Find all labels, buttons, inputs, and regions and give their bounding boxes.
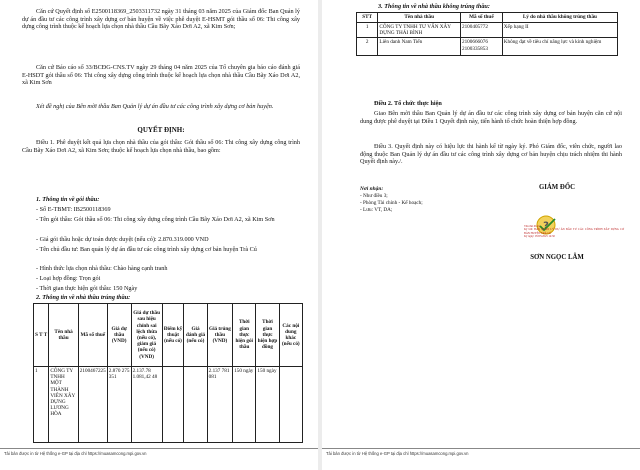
loser-cell-tax: 2100666076 2100335853 [460, 38, 502, 56]
loser-col-name: Tên nhà thầu [378, 13, 461, 23]
footer-text: Tải bản được in từ Hệ thống e-GP tại địa chỉ https://muasamcong.mpi.gov.vn [326, 451, 469, 456]
contract-type: - Loại hợp đồng: Trọn gói [36, 275, 101, 282]
svg-text:?: ? [543, 220, 549, 232]
section-3-title: 3. Thông tin về nhà thầu không trúng thầu: [378, 3, 490, 10]
loser-cell-name: Liên danh Nam Tiến [378, 38, 461, 56]
winner-col-adjusted-price: Giá dự thầu sau hiệu chỉnh sai lệch thừa (nếu có), giảm giá (nếu có) (VND) [131, 304, 162, 367]
loser-col-reason: Lý do nhà thầu không trúng thầu [502, 13, 617, 23]
winner-col-contract-time: Thời gian thực hiện hợp đồng [256, 304, 279, 367]
table-row [34, 367, 303, 443]
loser-cell-reason: Không đạt về tiêu chí năng lực và kinh nghiệm [502, 38, 617, 56]
package-name: - Tên gói thầu: Gói thầu số 06: Thi công xây dựng công trình Cầu Bãy Xáo Dơi A2, xã Kim Sơn [36, 216, 275, 223]
winner-col-eval-price: Giá đánh giá (nếu có) [184, 304, 207, 367]
winner-col-award-price: Giá trúng thầu (VND) [207, 304, 233, 367]
winner-col-other: Các nội dung khác (nếu có) [279, 304, 302, 367]
winner-col-bid-price: Giá dự thầu (VND) [107, 304, 131, 367]
table-row [357, 38, 618, 56]
winner-cell-other [279, 367, 302, 443]
loser-cell-stt: 1 [357, 23, 378, 38]
winner-cell-eval-price [184, 367, 207, 443]
signer-title: GIÁM ĐỐC [538, 184, 576, 191]
winner-cell-tech-score [162, 367, 184, 443]
signer-name: SƠN NGỌC LÂM [530, 254, 584, 261]
article-1: Điều 1. Phê duyệt kết quả lựa chọn nhà thầu của gói thầu: Gói thầu số 06: Thi công xây dựng công trình Cầu Bãy Xáo Dơi A2, xã Kim Sơn; thuộc kế hoạch lựa chọn nhà thầu, bao gồm: [22, 139, 300, 154]
recipients-title: Nơi nhận: [360, 186, 384, 192]
winner-cell-contract-time: 150 ngày [256, 367, 279, 443]
winner-col-name: Tên nhà thầu [49, 304, 78, 367]
section-1-title: 1. Thông tin về gói thầu: [36, 196, 100, 203]
basis-paragraph-1: Căn cứ Quyết định số E2500118369_2503311732 ngày 31 tháng 03 năm 2025 của Giám đốc Ban Quản lý dự án đầu tư các công trình xây dựng cơ bản huyện về việc phê duyệt E-HSMT gói thầu số 06: Thi công xây dựng công trình thuộc kế hoạch lựa chọn nhà thầu Cầu Bãy Xáo Dơi A2, xã Kim Sơn; [22, 8, 300, 31]
footer-divider [0, 448, 318, 449]
table-row [357, 23, 618, 38]
loser-cell-tax: 2100405772 [460, 23, 502, 38]
selection-form: - Hình thức lựa chọn nhà thầu: Chào hàng cạnh tranh [36, 265, 168, 272]
basis-paragraph-3: Xét đề nghị của Bên mời thầu Ban Quản lý dự án đầu tư các công trình xây dựng cơ bản huyện. [36, 103, 274, 110]
loser-col-stt: STT [357, 13, 378, 23]
package-duration: - Thời gian thực hiện gói thầu: 150 Ngày [36, 285, 138, 292]
winner-col-stt: S T T [34, 304, 49, 367]
basis-paragraph-2: Căn cứ Báo cáo số 33/BCĐG-CNS.TV ngày 29 tháng 04 năm 2025 của Tổ chuyên gia báo cáo đánh giá E-HSDT gói thầu số 06: Thi công xây dựng công trình thuộc kế hoạch lựa chọn nhà thầu Cầu Bãy Xáo Dơi A2, xã Kim Sơn [22, 64, 300, 87]
loser-table [356, 12, 618, 56]
loser-col-tax: Mã số thuế [460, 13, 502, 23]
winner-col-tax: Mã số thuế [78, 304, 107, 367]
winner-cell-tax: 2100467225 [78, 367, 107, 443]
article-2-title: Điều 2. Tổ chức thực hiện [374, 100, 442, 107]
winner-col-package-time: Thời gian thực hiện gói thầu [233, 304, 256, 367]
winner-table [33, 303, 303, 443]
winner-col-tech-score: Điểm kỹ thuật (nếu có) [162, 304, 184, 367]
right-page [322, 0, 640, 470]
loser-cell-stt: 2 [357, 38, 378, 56]
loser-cell-reason: Xếp hạng II [502, 23, 617, 38]
footer-divider [322, 448, 640, 449]
footer-text: Tải bản được in từ Hệ thống e-GP tại địa chỉ https://muasamcong.mpi.gov.vn [4, 451, 147, 456]
digital-signature-text: Văn thư đã ký Ký bởi: BAN QUẢN LÝ DỰ ÁN ĐẦU TƯ CÁC CÔNG TRÌNH XÂY DỰNG CƠ BẢN HUYỆN TRÀ CÚ Ký ngày: 05/05/2025 14:30 [524, 225, 624, 239]
article-3: Điều 3. Quyết định này có hiệu lực thi hành kể từ ngày ký. Phó Giám đốc, viên chức, người lao động thuộc Ban Quản lý dự án đầu tư các công trình xây dựng cơ bản huyện chịu trách nhiệm thi hành Quyết định này./. [360, 143, 622, 166]
tbmt-number: - Số E-TBMT: IB2500118369 [36, 206, 111, 213]
winner-cell-bid-price: 2.870 275 351 [107, 367, 131, 443]
article-2-body: Giao Bên mời thầu Ban Quản lý dự án đầu tư các công trình xây dựng cơ bản huyện căn cứ nội dung được phê duyệt tại Điều 1 Quyết định này, tiến hành tổ chức hoàn thiện hợp đồng. [360, 110, 622, 125]
investor-name: - Tên chủ đầu tư: Ban quản lý dự án đầu tư các công trình xây dựng cơ bản huyện Trà Cú [36, 246, 257, 253]
winner-cell-adjusted-price: 2.137.78 1.081,42 48 [131, 367, 162, 443]
winner-cell-stt: 1 [34, 367, 49, 443]
recipient-1: - Như điều 3; [360, 193, 388, 199]
winner-cell-package-time: 150 ngày [233, 367, 256, 443]
recipient-3: - Lưu: VT, DA; [360, 207, 393, 213]
winner-table-header-row [34, 304, 303, 367]
decision-heading: QUYẾT ĐỊNH: [137, 126, 185, 134]
left-page [0, 0, 318, 470]
loser-cell-name: CÔNG TY TNHH TƯ VẤN XÂY DỰNG THÁI BÌNH [378, 23, 461, 38]
package-price: - Giá gói thầu hoặc dự toán được duyệt (nếu có): 2.870.319.000 VND [36, 236, 209, 243]
loser-table-header-row [357, 13, 618, 23]
winner-cell-name: CÔNG TY TNHH MỘT THÀNH VIÊN XÂY DỰNG LƯƠNG HÒA [49, 367, 78, 443]
recipient-2: - Phòng Tài chính - Kế hoạch; [360, 200, 423, 206]
winner-cell-award-price: 2.137 781 081 [207, 367, 233, 443]
section-2-title: 2. Thông tin về nhà thầu trúng thầu: [36, 294, 131, 301]
